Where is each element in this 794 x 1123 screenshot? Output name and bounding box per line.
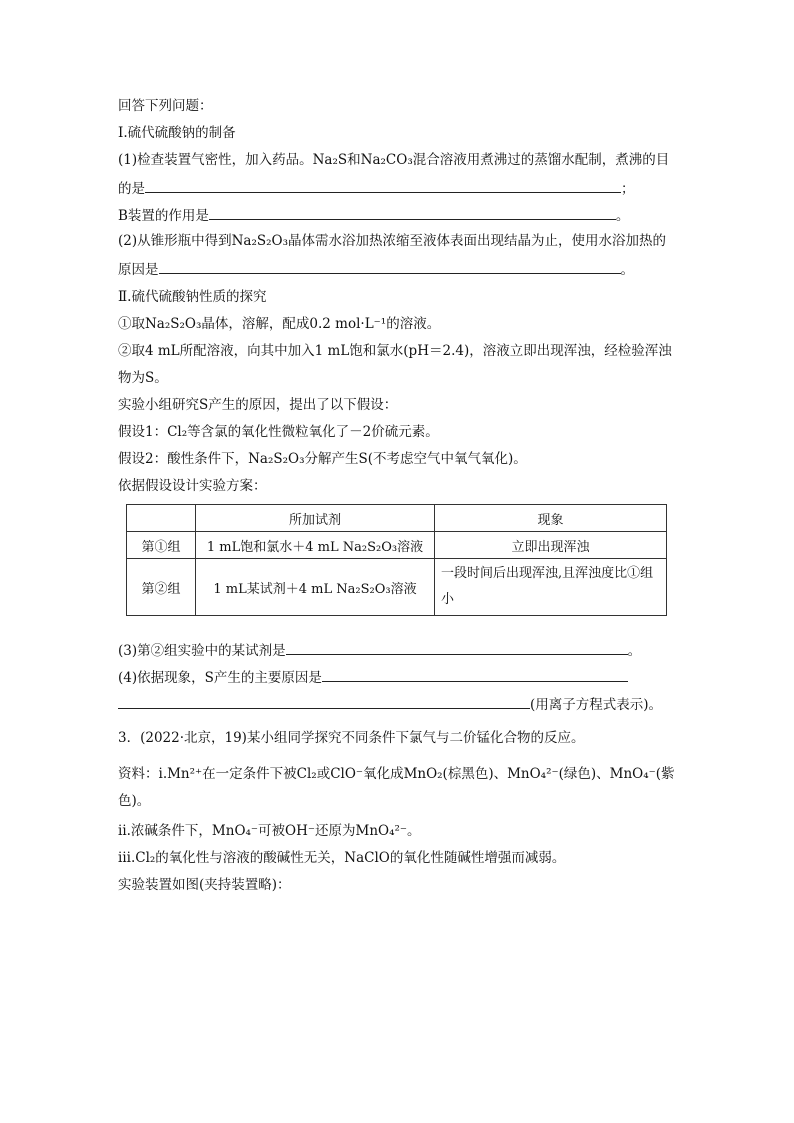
answer-blank[interactable] xyxy=(118,694,530,709)
data-line-a: 资料：ⅰ.Mn²⁺在一定条件下被Cl₂或ClO⁻氧化成MnO₂(棕黑色)、MnO₄²⁻(绿色)、MnO₄⁻(紫 xyxy=(118,766,675,782)
table-header-cell: 现象 xyxy=(435,505,667,532)
q1c-prefix: B装置的作用是 xyxy=(118,208,209,224)
q3-suffix: 。 xyxy=(627,643,642,659)
data-line-b: 色)。 xyxy=(118,793,151,809)
q2-line-a: (2)从锥形瓶中得到Na₂S₂O₃晶体需水浴加热浓缩至液体表面出现结晶为止，使用水浴加热的 xyxy=(118,233,667,249)
q1-suffix: ； xyxy=(621,181,635,197)
table-cell: 第①组 xyxy=(127,532,196,559)
problem3-stem: 3．(2022·北京，19)某小组同学探究不同条件下氯气与二价锰化合物的反应。 xyxy=(118,730,585,746)
table-cell: 1 mL某试剂＋4 mL Na₂S₂O₃溶液 xyxy=(196,559,435,616)
intro-text: 回答下列问题： xyxy=(118,98,213,114)
q2-prefix: 原因是 xyxy=(118,262,159,278)
answer-blank[interactable] xyxy=(145,178,621,193)
step1-text: ①取Na₂S₂O₃晶体，溶解，配成0.2 mol·L⁻¹的溶液。 xyxy=(118,316,441,332)
q3-line xyxy=(118,640,684,660)
q4-prefix: (4)依据现象，S产生的主要原因是 xyxy=(118,670,322,686)
table-cell: 第②组 xyxy=(127,559,196,616)
table-cell: 一段时间后出现浑浊,且浑浊度比①组小 xyxy=(435,559,667,616)
q2-suffix: 。 xyxy=(620,262,634,278)
answer-blank[interactable] xyxy=(322,667,628,682)
table-header-cell: 所加试剂 xyxy=(196,505,435,532)
table-cell: 1 mL饱和氯水＋4 mL Na₂S₂O₃溶液 xyxy=(196,532,435,559)
step2-line-a: ②取4 mL所配溶液，向其中加入1 mL饱和氯水(pH＝2.4)，溶液立即出现浑浊，经检验浑浊 xyxy=(118,343,672,359)
answer-blank[interactable] xyxy=(159,259,621,274)
q4-line-b xyxy=(118,694,684,714)
q1-line-b xyxy=(118,178,684,198)
data-iii: ⅲ.Cl₂的氧化性与溶液的酸碱性无关，NaClO的氧化性随碱性增强而减弱。 xyxy=(118,850,566,866)
hypothesis-intro: 实验小组研究S产生的原因，提出了以下假设： xyxy=(118,397,398,413)
q4-line-a xyxy=(118,667,684,687)
table-header-cell xyxy=(127,505,196,532)
table-row xyxy=(127,559,667,616)
part2-title: Ⅱ.硫代硫酸钠性质的探究 xyxy=(118,289,267,305)
table-header-row xyxy=(127,505,667,532)
answer-blank[interactable] xyxy=(209,205,616,220)
step2-line-b: 物为S。 xyxy=(118,370,168,386)
q1c-suffix: 。 xyxy=(615,208,630,224)
part1-title: Ⅰ.硫代硫酸钠的制备 xyxy=(118,125,236,141)
setup-caption: 实验装置如图(夹持装置略)： xyxy=(118,877,291,893)
data-ii: ⅱ.浓碱条件下，MnO₄⁻可被OH⁻还原为MnO₄²⁻。 xyxy=(118,823,421,839)
hypothesis-1: 假设1：Cl₂等含氯的氧化性微粒氧化了－2价硫元素。 xyxy=(118,424,439,440)
experiment-table xyxy=(126,504,667,616)
q1-line-a: (1)检查装置气密性，加入药品。Na₂S和Na₂CO₃混合溶液用煮沸过的蒸馏水配制，煮沸的目 xyxy=(118,152,670,168)
hypothesis-2: 假设2：酸性条件下，Na₂S₂O₃分解产生S(不考虑空气中氧气氧化)。 xyxy=(118,451,527,467)
q1-line-c xyxy=(118,205,684,225)
table-cell: 立即出现浑浊 xyxy=(435,532,667,559)
q3-prefix: (3)第②组实验中的某试剂是 xyxy=(118,643,286,659)
table-row xyxy=(127,532,667,559)
q1-prefix: 的是 xyxy=(118,181,145,197)
q2-line-b xyxy=(118,259,684,279)
answer-blank[interactable] xyxy=(286,640,628,655)
q4-suffix: (用离子方程式表示)。 xyxy=(530,697,663,713)
design-intro: 依据假设设计实验方案： xyxy=(118,478,267,494)
